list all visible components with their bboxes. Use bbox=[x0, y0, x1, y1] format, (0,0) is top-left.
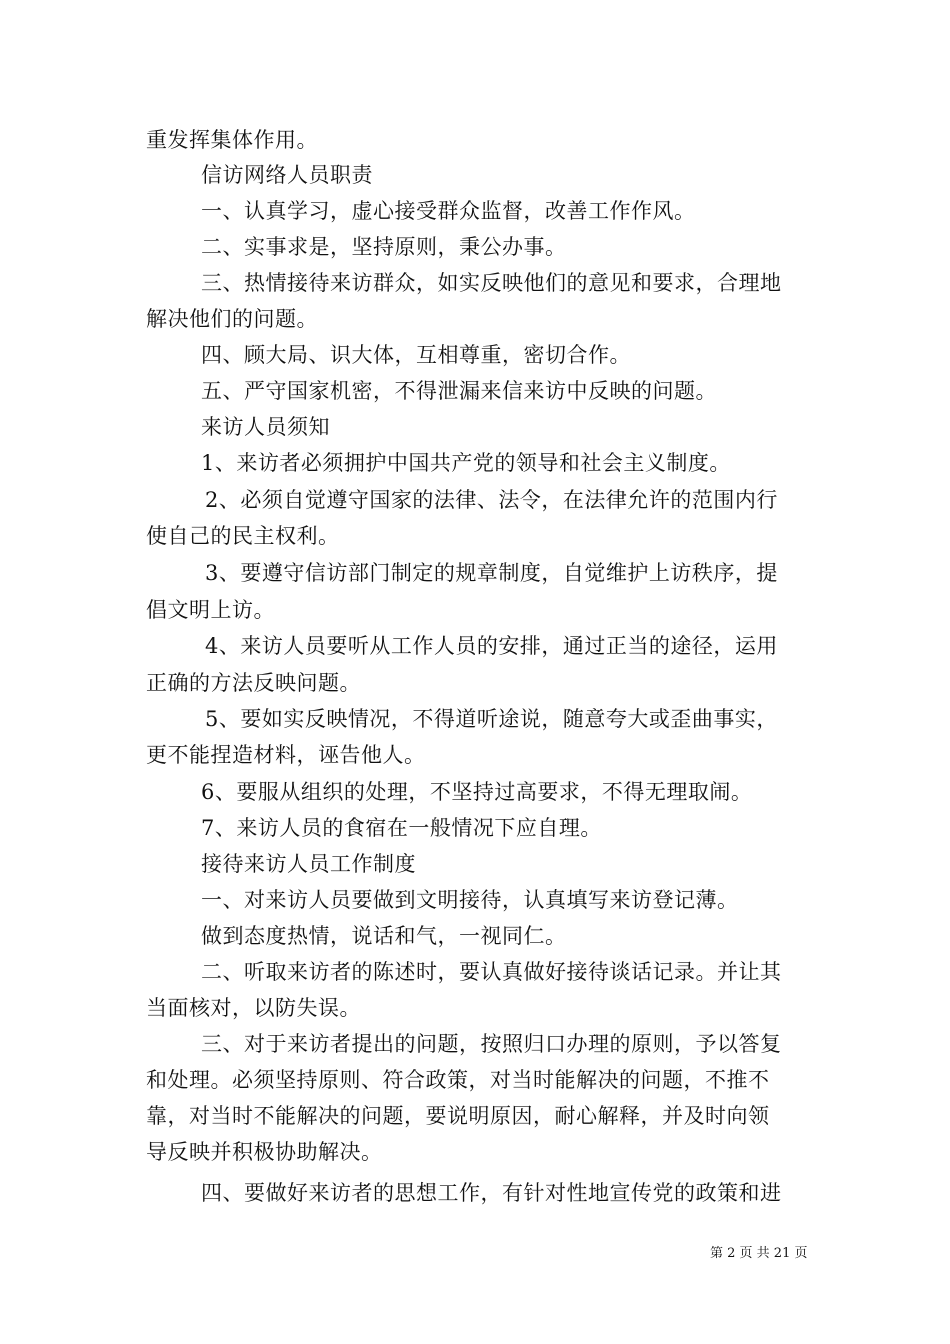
text-line: 二、实事求是，坚持原则，秉公办事。 bbox=[201, 235, 567, 259]
text-line: 更不能捏造材料，诬告他人。 bbox=[146, 743, 426, 767]
text-line: 6、要服从组织的处理，不坚持过高要求，不得无理取闹。 bbox=[201, 780, 753, 804]
text-line: 解决他们的问题。 bbox=[146, 307, 318, 331]
text-line: 1、来访者必须拥护中国共产党的领导和社会主义制度。 bbox=[201, 451, 731, 475]
text-line: 做到态度热情，说话和气，一视同仁。 bbox=[201, 924, 567, 948]
text-line: 和处理。必须坚持原则、符合政策，对当时能解决的问题，不推不 bbox=[146, 1068, 770, 1092]
text-line: 4、来访人员要听从工作人员的安排，通过正当的途径，运用 bbox=[205, 634, 778, 658]
text-line: 四、顾大局、识大体，互相尊重，密切合作。 bbox=[201, 343, 631, 367]
text-line: 5、要如实反映情况，不得道听途说，随意夸大或歪曲事实， bbox=[205, 707, 778, 731]
text-line: 三、热情接待来访群众，如实反映他们的意见和要求，合理地 bbox=[201, 271, 782, 295]
section-heading: 来访人员须知 bbox=[201, 415, 330, 439]
text-line: 使自己的民主权利。 bbox=[146, 524, 340, 548]
section-heading: 信访网络人员职责 bbox=[201, 163, 373, 187]
text-line: 五、严守国家机密，不得泄漏来信来访中反映的问题。 bbox=[201, 379, 717, 403]
text-line: 一、认真学习，虚心接受群众监督，改善工作作风。 bbox=[201, 199, 696, 223]
text-line: 2、必须自觉遵守国家的法律、法令，在法律允许的范围内行 bbox=[205, 488, 778, 512]
page-number-footer: 第 2 页 共 21 页 bbox=[710, 1246, 808, 1261]
text-line: 二、听取来访者的陈述时，要认真做好接待谈话记录。并让其 bbox=[201, 960, 782, 984]
text-line: 正确的方法反映问题。 bbox=[146, 671, 361, 695]
text-line: 导反映并积极协助解决。 bbox=[146, 1140, 383, 1164]
text-line: 当面核对，以防失误。 bbox=[146, 996, 361, 1020]
text-line: 三、对于来访者提出的问题，按照归口办理的原则，予以答复 bbox=[201, 1032, 782, 1056]
text-line: 3、要遵守信访部门制定的规章制度，自觉维护上访秩序，提 bbox=[205, 561, 778, 585]
text-line: 7、来访人员的食宿在一般情况下应自理。 bbox=[201, 816, 602, 840]
text-line: 重发挥集体作用。 bbox=[146, 128, 318, 152]
text-line: 一、对来访人员要做到文明接待，认真填写来访登记薄。 bbox=[201, 888, 739, 912]
text-line: 四、要做好来访者的思想工作，有针对性地宣传党的政策和进 bbox=[201, 1181, 782, 1205]
section-heading: 接待来访人员工作制度 bbox=[201, 852, 416, 876]
text-line: 靠，对当时不能解决的问题，要说明原因，耐心解释，并及时向领 bbox=[146, 1104, 770, 1128]
text-line: 倡文明上访。 bbox=[146, 598, 275, 622]
